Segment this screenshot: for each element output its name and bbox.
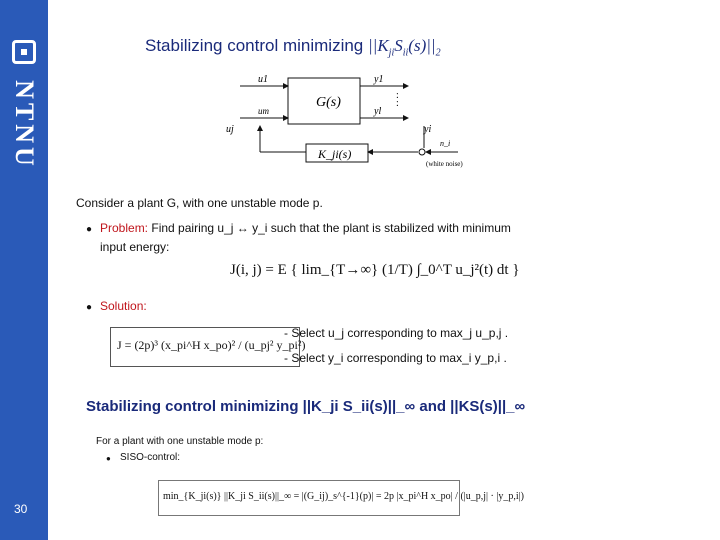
label-um: um xyxy=(258,106,269,116)
solution-label: Solution: xyxy=(100,299,147,313)
section1-title xyxy=(145,36,441,58)
ntnu-logo-icon xyxy=(12,40,36,64)
problem-text: Find pairing u_j ↔ y_i such that the plant is stabilized with minimum xyxy=(151,221,511,235)
problem-label: Problem: xyxy=(100,221,149,235)
siso-formula: min_{K_ji(s)} ||K_ji S_ii(s)||_∞ = |(G_ij)_s^{-1}(p)| = 2p |x_pi^H x_po| / (|u_p,j| · |y_p,i|) xyxy=(163,491,524,502)
logo-text: NTNU xyxy=(10,80,39,170)
label-y1: y1 xyxy=(374,74,384,85)
section1-title-math: $||K_{ji}S_{ii}(s)||_2$ xyxy=(367,36,441,59)
problem-text-2: input energy: xyxy=(100,240,170,254)
page-number: 30 xyxy=(14,502,28,516)
label-white-noise: (white noise) xyxy=(426,160,463,168)
section2-intro: For a plant with one unstable mode p: xyxy=(96,436,264,447)
slide-content xyxy=(48,0,720,540)
label-yl: yl xyxy=(374,106,382,117)
select-u-text: - Select u_j corresponding to max_j u_p,j . xyxy=(284,326,509,340)
bullet-siso: ● xyxy=(106,454,111,463)
block-diagram xyxy=(218,68,488,178)
select-y-text: - Select y_i corresponding to max_i y_p,i . xyxy=(284,351,507,365)
section1-title-text: Stabilizing control minimizing xyxy=(145,36,368,55)
bullet-solution: ● xyxy=(86,302,93,313)
solution-formula: J = (2p)³ (x_pi^H x_po)² / (u_pj² y_pi²) xyxy=(117,338,306,352)
label-n: n_i xyxy=(440,139,451,148)
siso-label: SISO-control: xyxy=(120,452,181,463)
block-g-label: G(s) xyxy=(316,95,341,110)
label-u1: u1 xyxy=(258,74,268,85)
block-k-label: K_ji(s) xyxy=(318,147,352,161)
label-yi: yi xyxy=(424,124,432,135)
problem-line xyxy=(100,221,511,235)
label-uj: uj xyxy=(226,124,234,135)
energy-formula: J(i, j) = E { lim_{T→∞} (1/T) ∫_0^T u_j²(t) dt } xyxy=(230,262,520,278)
section2-title: Stabilizing control minimizing ||K_ji S_ii(s)||_∞ and ||KS(s)||_∞ xyxy=(86,398,526,415)
label-dots2: : xyxy=(396,98,399,109)
label-dots1: : xyxy=(396,90,399,101)
bullet-problem: ● xyxy=(86,224,93,235)
sidebar xyxy=(0,0,48,540)
intro-text: Consider a plant G, with one unstable mode p. xyxy=(76,196,323,210)
solution-box xyxy=(110,327,306,367)
siso-formula-box xyxy=(158,480,524,516)
